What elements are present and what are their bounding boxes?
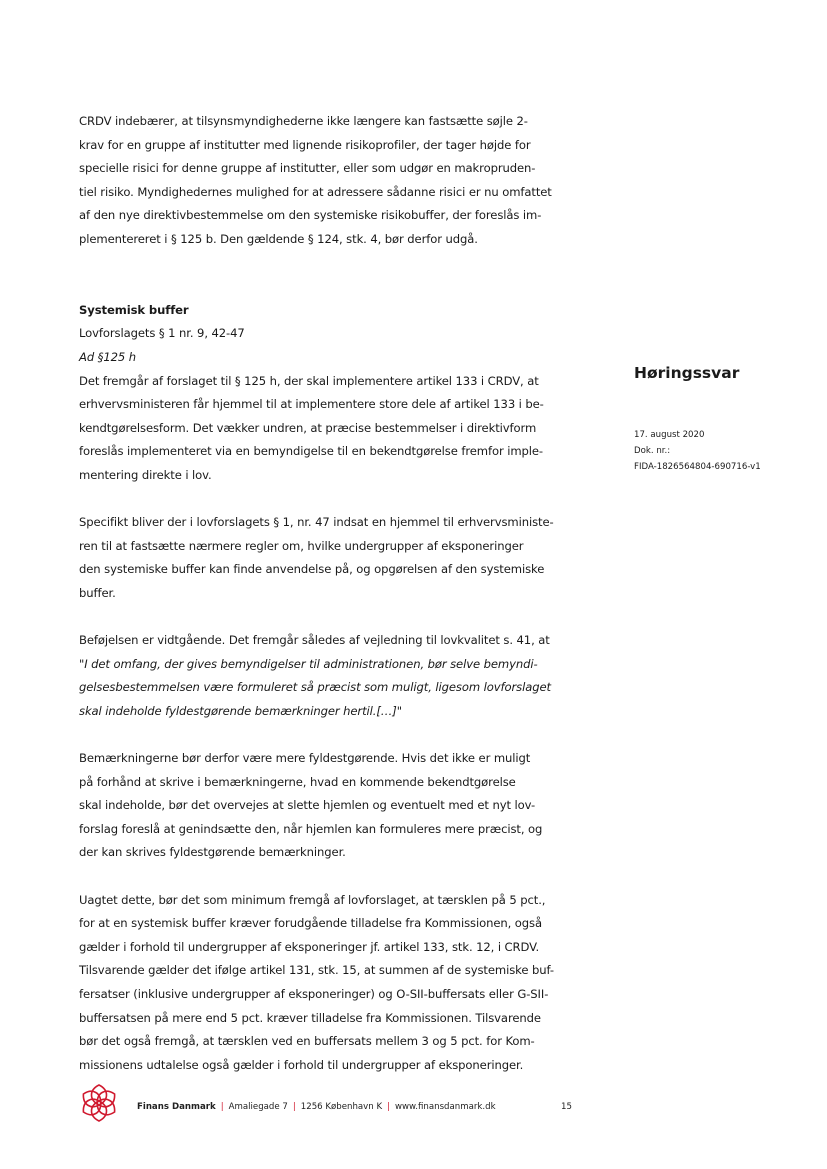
- footer-separator: |: [220, 1102, 224, 1112]
- line: erhvervsministeren får hjemmel til at implementere store dele af artikel 133 i be-: [79, 397, 544, 412]
- line: krav for en gruppe af institutter med lignende risikoprofiler, der tager højde for: [79, 137, 531, 152]
- line: forslag foreslå at genindsætte den, når hjemlen kan formuleres mere præcist, og: [79, 821, 543, 836]
- line: den systemiske buffer kan finde anvendelse på, og opgørelsen af den systemiske: [79, 562, 545, 577]
- ad-reference: Ad §125 h: [79, 349, 137, 364]
- footer-separator: |: [387, 1102, 390, 1112]
- line: foreslås implementeret via en bemyndigelse til en bekendtgørelse fremfor imple-: [79, 444, 544, 459]
- line: Uagtet dette, bør det som minimum fremgå af lovforslaget, at tærsklen på 5 pct.,: [79, 892, 546, 907]
- paragraph-specifikt: [79, 511, 569, 605]
- paragraph-bemaerkningerne: [79, 747, 569, 865]
- line: af den nye direktivbestemmelse om den systemiske risikobuffer, der foreslås im-: [79, 208, 542, 223]
- paragraph-implementation: [79, 370, 569, 488]
- line: Tilsvarende gælder det ifølge artikel 131, stk. 15, at summen af de systemiske buf-: [79, 963, 554, 978]
- document-date: 17. august 2020: [634, 430, 705, 440]
- quote-line: "I det omfang, der gives bemyndigelser til administrationen, bør selve bemyndi-: [79, 656, 538, 671]
- quote-line: gelsesbestemmelsen være formuleret så præcist som muligt, ligesom lovforslaget: [79, 680, 551, 695]
- paragraph-crdv: [79, 110, 569, 252]
- website-link[interactable]: www.finansdanmark.dk: [394, 1102, 496, 1112]
- finans-danmark-logo-icon: [78, 1082, 120, 1124]
- footer: [78, 1082, 598, 1130]
- section-heading: Systemisk buffer: [79, 302, 189, 317]
- line: buffer.: [79, 585, 116, 600]
- line: Bemærkningerne bør derfor være mere fyldestgørende. Hvis det ikke er muligt: [79, 751, 531, 766]
- line: Specifikt bliver der i lovforslagets § 1, nr. 47 indsat en hjemmel til erhvervsministe-: [79, 515, 554, 530]
- sidebar: [634, 361, 814, 475]
- footer-address: [137, 1101, 496, 1113]
- line: på forhånd at skrive i bemærkningerne, hvad en kommende bekendtgørelse: [79, 774, 516, 789]
- line: ren til at fastsætte nærmere regler om, hvilke undergrupper af eksponeringer: [79, 538, 524, 553]
- line: bør det også fremgå, at tærsklen ved en buffersats mellem 3 og 5 pct. for Kom-: [79, 1034, 535, 1049]
- street-address: Amaliegade 7: [228, 1102, 288, 1112]
- organization-name: Finans Danmark: [137, 1102, 216, 1112]
- line: Beføjelsen er vidtgående. Det fremgår således af vejledning til lovkvalitet s. 41, at: [79, 633, 550, 648]
- page-number: 15: [561, 1102, 572, 1112]
- line: der kan skrives fyldestgørende bemærkninger.: [79, 845, 346, 860]
- footer-separator: |: [292, 1102, 296, 1112]
- line: gælder i forhold til undergrupper af eksponeringer jf. artikel 133, stk. 12, i CRDV.: [79, 939, 540, 954]
- line: buffersatsen på mere end 5 pct. kræver tilladelse fra Kommissionen. Tilsvarende: [79, 1010, 541, 1025]
- line: kendtgørelsesform. Det vækker undren, at præcise bestemmelser i direktivform: [79, 420, 537, 435]
- law-reference: Lovforslagets § 1 nr. 9, 42-47: [79, 326, 245, 341]
- document-meta: [634, 427, 814, 475]
- paragraph-befojelsen: [79, 629, 569, 723]
- document-number-label: Dok. nr.:: [634, 446, 671, 456]
- line: mentering direkte i lov.: [79, 467, 212, 482]
- line: for at en systemisk buffer kræver forudgående tilladelse fra Kommissionen, også: [79, 916, 542, 931]
- line: fersatser (inklusive undergrupper af eksponeringer) og O-SII-buffersats eller G-SII-: [79, 986, 549, 1001]
- line: plementereret i § 125 b. Den gældende § 124, stk. 4, bør derfor udgå.: [79, 231, 478, 246]
- line: CRDV indebærer, at tilsynsmyndighederne ikke længere kan fastsætte søjle 2-: [79, 114, 528, 128]
- line: specielle risici for denne gruppe af institutter, eller som udgør en makropruden-: [79, 161, 536, 176]
- document-type-title: Høringssvar: [634, 364, 740, 382]
- line: missionens udtalelse også gælder i forhold til undergrupper af eksponeringer.: [79, 1057, 524, 1072]
- city-address: 1256 København K: [300, 1102, 383, 1112]
- line: tiel risiko. Myndighedernes mulighed for at adressere sådanne risici er nu omfattet: [79, 184, 552, 199]
- line: skal indeholde, bør det overvejes at slette hjemlen og eventuelt med et nyt lov-: [79, 798, 536, 813]
- line: Det fremgår af forslaget til § 125 h, der skal implementere artikel 133 i CRDV, at: [79, 373, 539, 388]
- quote-line: skal indeholde fyldestgørende bemærkninger hertil.[…]": [79, 703, 402, 718]
- main-content: [79, 110, 569, 1077]
- paragraph-uagtet: [79, 889, 569, 1078]
- document-number: FIDA-1826564804-690716-v1: [634, 462, 761, 472]
